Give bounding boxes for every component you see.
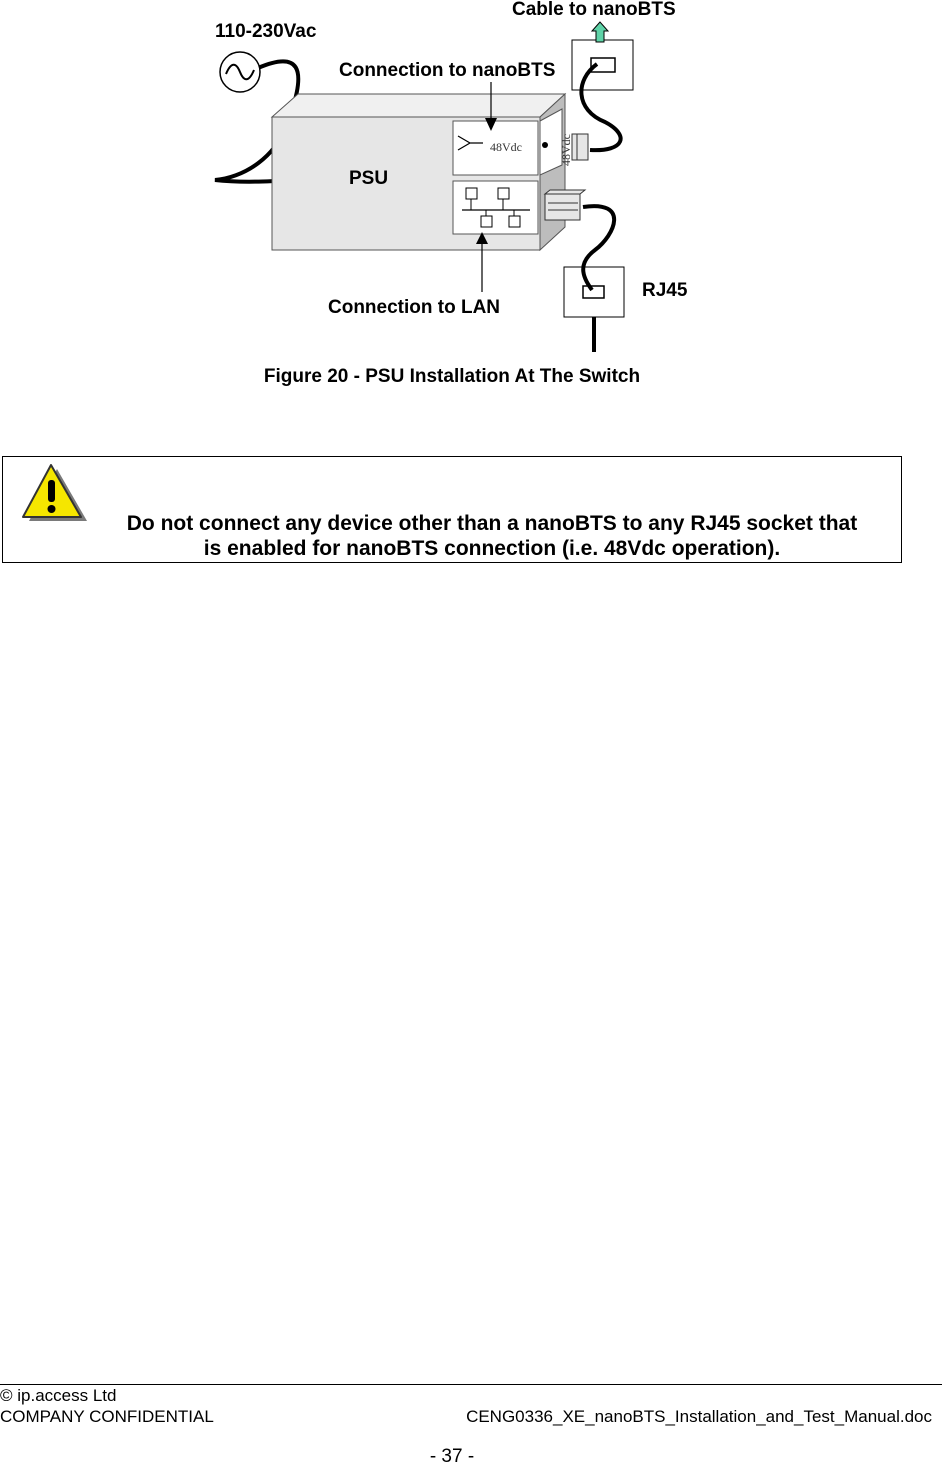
footer-divider	[0, 1384, 942, 1385]
rj45-wall-socket	[564, 267, 624, 352]
footer-confidential: COMPANY CONFIDENTIAL	[0, 1407, 214, 1426]
psu-installation-diagram	[0, 0, 942, 360]
lan-port-panel	[453, 181, 538, 234]
lan-connector	[545, 190, 585, 220]
48vdc-front-label: 48Vdc	[490, 140, 522, 154]
arrow-up-pointer-icon	[476, 232, 488, 292]
ac-voltage-label: 110-230Vac	[215, 21, 317, 42]
page-number: - 37 -	[429, 1446, 475, 1467]
warning-text	[91, 511, 893, 561]
rj45-label: RJ45	[642, 280, 688, 301]
arrow-up-icon	[592, 22, 608, 42]
nanobts-side-connector	[572, 134, 588, 160]
connection-to-nanobts-label: Connection to nanoBTS	[339, 60, 556, 81]
warning-icon	[17, 463, 89, 527]
figure-caption: Figure 20 - PSU Installation At The Switch	[263, 366, 641, 387]
warning-line-2: is enabled for nanoBTS connection (i.e. 48Vdc operation).	[203, 537, 781, 560]
footer-document-name: CENG0336_XE_nanoBTS_Installation_and_Test_Manual.doc	[466, 1407, 932, 1426]
footer-copyright: © ip.access Ltd	[0, 1386, 117, 1405]
warning-box	[2, 456, 902, 563]
cable-to-nanobts-label: Cable to nanoBTS	[512, 0, 676, 20]
ac-source-icon	[220, 52, 260, 92]
connection-to-lan-label: Connection to LAN	[328, 297, 501, 318]
48vdc-side-label: 48Vdc	[559, 134, 573, 166]
warning-line-1: Do not connect any device other than a nanoBTS to any RJ45 socket that	[126, 512, 858, 535]
psu-label: PSU	[349, 168, 389, 189]
